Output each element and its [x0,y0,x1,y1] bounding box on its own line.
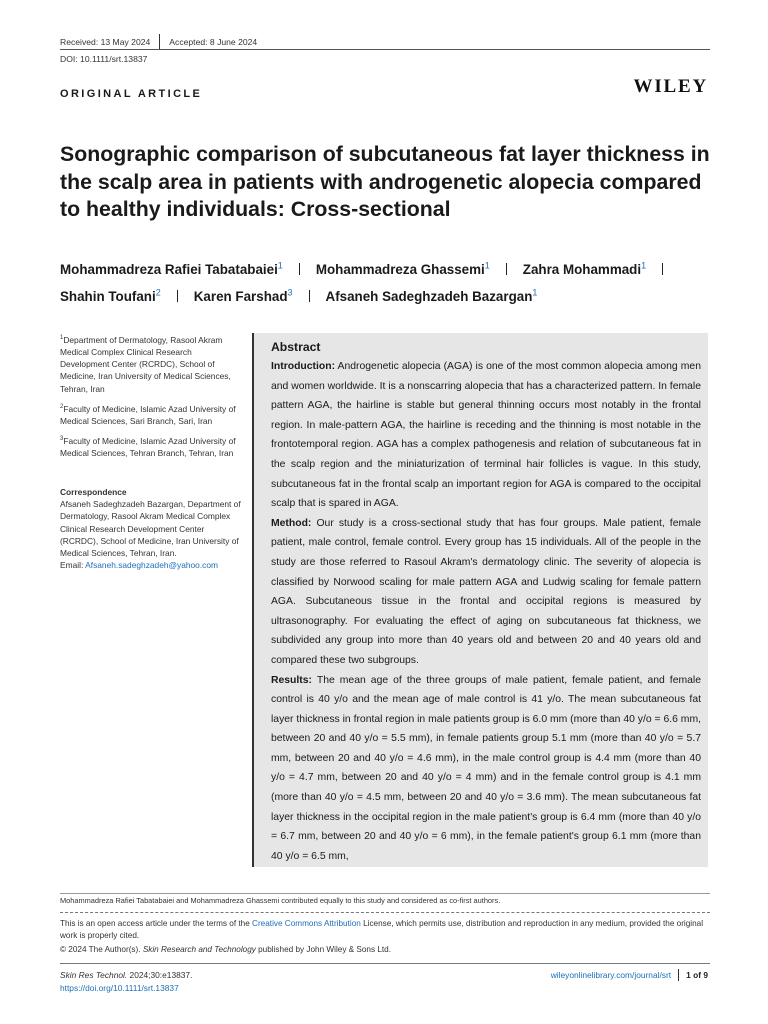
author-name[interactable]: Mohammadreza Ghassemi$^1$ [315,261,490,278]
abstract [271,339,701,866]
author-list [60,255,730,308]
article-title: Sonographic comparison of subcutaneous fat layer thickness in the scalp area in patients with androgenetic alopecia compared to healthy individuals: Cross-sectional [60,142,710,221]
author-name[interactable]: Zahra Mohammadi$^1$ [522,261,647,278]
correspondence [60,486,242,571]
accepted-date: Accepted: 8 June 2024 [169,37,258,47]
header-dates [60,34,257,50]
affiliation: $^1$Department of Dermatology, Rasool Akram Medical Complex Clinical Research Development Center (RCRDC), School of Medicine, Iran University of Medical Sciences, Tehran, Iran [60,334,231,394]
author-separator [309,290,310,302]
results-label: Results: [271,674,312,686]
header-divider [159,34,160,50]
affiliations [60,332,242,465]
author-name[interactable]: Afsaneh Sadeghzadeh Bazargan$^1$ [325,287,538,304]
correspondence-email: Email: Afsaneh.sadeghzadeh@yahoo.com [60,560,218,571]
doi-link[interactable]: https://doi.org/10.1111/srt.13837 [60,983,179,993]
correspondence-heading: Correspondence [60,487,127,497]
footer-rule [60,963,710,964]
affiliation: $^2$Faculty of Medicine, Islamic Azad University of Medical Sciences, Sari Branch, Sari, Iran [60,403,236,426]
citation: Skin Res Technol. 2024;30:e13837. https://doi.org/10.1111/srt.13837 [60,970,193,993]
abstract-introduction: Introduction: Androgenetic alopecia (AGA) is one of the most common alopecia among men and women worldwide. It is a nonscarring alopecia that has a characterized pattern. In female pattern AGA, the hairline is stable but general thinning occurs most notably in the frontal region. In male-pattern AGA, the hairline is receding and the thinning is most notable in the frontotemporal region. AGA has a complex pathogenesis and relation of subcutaneous fat in the scalp region and the miniaturization of terminal hair follicles is vague. In this study, subcutaneous fat in the frontal scalp an important region for AGA is compared to the occipital scalp that is spared in AGA. [271,361,701,510]
author-separator [299,263,300,275]
author-separator [506,263,507,275]
copyright: © 2024 The Author(s). Skin Research and Technology published by John Wiley & Sons Ltd. [60,945,392,954]
author-separator [662,263,663,275]
citation-journal: Skin Res Technol. [60,970,128,980]
co-first-author-footnote: Mohammadreza Rafiei Tabatabaiei and Mohammadreza Ghassemi contributed equally to this study and considered as co-first authors. [60,896,501,905]
footer-right [551,969,708,981]
journal-site-link[interactable]: wileyonlinelibrary.com/journal/srt [550,970,672,980]
introduction-label: Introduction: [271,361,336,372]
method-label: Method: [271,517,312,529]
doi: DOI: 10.1111/srt.13837 [60,54,148,64]
abstract-rule [252,333,254,867]
abstract-heading: Abstract [271,340,321,354]
affiliation: $^3$Faculty of Medicine, Islamic Azad University of Medical Sciences, Tehran Branch, Tehran, Iran [60,435,236,459]
author-name[interactable]: Karen Farshad$^3$ [193,287,293,304]
abstract-results: Results: The mean age of the three groups of male patient, female patient, and female control is 40 y/o and the mean age of male control is 41 y/o. The mean subcutaneous fat layer thickness in frontal region in male patients group is 6.0 mm (more than 40 y/o = 6.6 mm, between 20 and 40 y/o = 5.5 mm), in female patients group 5.1 mm (more than 40 y/o = 5.7 mm, between 20 and 40 y/o = 4.6 mm), in the male control group is 4.4 mm (more than 40 y/o = 4.7 mm, between 20 and 40 y/o = 4 mm) and in the female control group is 4.1 mm (more than 40 y/o = 4.5 mm, between 20 and 40 y/o = 3.6 mm). The mean subcutaneous fat layer thickness in the occipital region in the male patient's group is 6.4 mm (more than 40 y/o = 6.7 mm, between 20 and 40 y/o = 6 mm), in the female patient's group 6.1 mm (more than 40 y/o = 6.5 mm, [271,674,701,862]
author-name[interactable]: Mohammadreza Rafiei Tabatabaiei$^1$ [60,261,283,278]
page-number: 1 of 9 [686,970,708,980]
license-notice: This is an open access article under the terms of the Creative Commons Attribution License, which permits use, distribution and reproduction in any medium, provided the original work is properly cited. [60,919,704,940]
license-link[interactable]: Creative Commons Attribution [252,919,361,928]
wiley-logo[interactable]: WILEY [633,76,708,97]
footnote-rule [60,893,710,894]
author-separator [177,290,178,302]
header-rule [60,49,710,50]
received-date: Received: 13 May 2024 [60,37,151,47]
footer-divider [678,969,679,981]
article-type: ORIGINAL ARTICLE [60,88,203,100]
correspondence-text: Afsaneh Sadeghzadeh Bazargan, Department of Dermatology, Rasool Akram Medical Complex Clinical Research Development Center (RCRDC), School of Medicine, Iran University of Medical Sciences, Tehran, Iran. [60,499,241,559]
author-name[interactable]: Shahin Toufani$^2$ [60,287,161,304]
dashed-rule [60,912,710,913]
email-link[interactable]: Afsaneh.sadeghzadeh@yahoo.com [85,560,218,571]
abstract-method: Method: Our study is a cross-sectional study that has four groups. Male patient, female patient, male control, female control. Every group has 15 individuals. All of the people in the study are those referred to Rasoul Akram's dermatology clinic. The severity of alopecia is classified by Norwood scaling for male pattern AGA and Ludwig scaling for female pattern AGA. Subcutaneous tissue in the frontal and occipital regions is measured by ultrasonography. For evaluating the effect of aging on subcutaneous fat thickness, we subdivided any group into more than 40 years old and between 20 and 40 years old and compared these two subgroups. [271,517,701,666]
